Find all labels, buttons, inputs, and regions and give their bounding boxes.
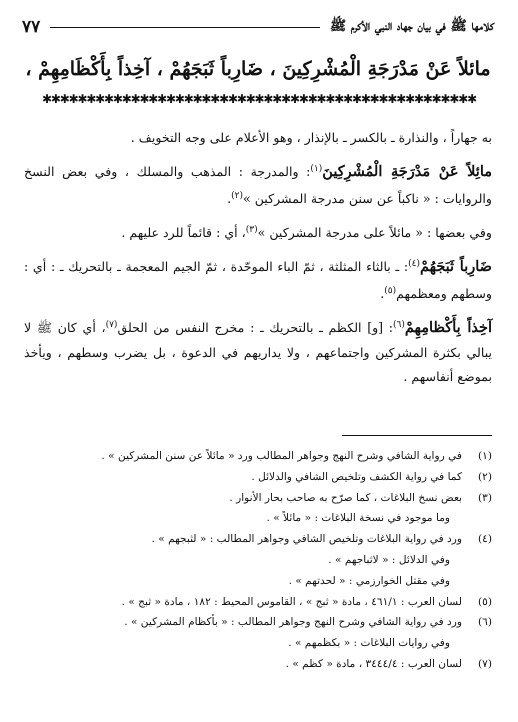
footnote-number: (٤) — [478, 533, 492, 546]
footnote-number: (٢) — [478, 470, 492, 483]
footnote-ref: (٢) — [231, 191, 243, 202]
footnote — [24, 467, 492, 488]
footnote-number: (١) — [478, 450, 492, 462]
paragraph-4-end: . — [380, 286, 385, 302]
footnote-number: (٦) — [478, 616, 492, 629]
footnote-text: وفي مقتل الخوارزمي : « لحدتهم » . — [288, 574, 450, 587]
footnote — [24, 529, 492, 550]
paragraph-4 — [24, 252, 492, 307]
footnote-text: وما موجود في نسخة البلاغات : « مائلاً » . — [266, 512, 450, 525]
footnote-separator — [342, 435, 492, 436]
footnote — [24, 592, 492, 613]
footnote-text: في رواية الشافي وشرح النهج وجواهر المطالب ورد « مائلاً عن سنن المشركين » . — [101, 450, 462, 462]
section-heading: مائلاً عَنْ مَدْرَجَةِ الْمُشْرِكِينَ ، ضَارِباً ثَبَجَهُمْ ، آخِذاً بِأَكْظَامِهِمْ ، — [25, 58, 491, 80]
paragraph-2 — [24, 157, 492, 212]
paragraph-3 — [24, 218, 492, 246]
footnote-ref: (٤) — [408, 258, 420, 269]
footnote-number: (٥) — [478, 595, 492, 608]
footnote-text: ورد في رواية البلاغات وتلخيص الشافي وجواهر المطالب : « لثبجهم » . — [151, 533, 462, 546]
keyword-akzam: آخِذاً بِأَكْظامِهِمْ — [404, 319, 492, 337]
star-divider: ✱✱✱✱✱✱✱✱✱✱✱✱✱✱✱✱✱✱✱✱✱✱✱✱✱✱✱✱✱✱✱✱✱✱✱✱✱✱✱✱✱✱✱✱✱✱✱✱✱ — [42, 92, 476, 106]
paragraph-5-end: ، أي كان ﷺ لا يبالي بكثرة المشركين واجتماعهم ، ولا يداريهم في الدعوة ، بل يضرب وسطهم ، ويأخذ بموضع أنفاسهم . — [24, 320, 492, 385]
footnote-ref: (٧) — [105, 319, 118, 330]
page-number: ٧٧ — [22, 17, 41, 37]
footnote-ref: (٣) — [245, 224, 258, 235]
footnote-text: كما في رواية الكشف وتلخيص الشافي والدلائل . — [251, 470, 462, 483]
footnote-continuation — [24, 571, 492, 592]
paragraph-3-end: ، أي : قائماً للرد عليهم . — [121, 225, 246, 241]
footnote-text: لسان العرب : ٣٤٤٤/٤ ، مادة « كظم » . — [285, 657, 462, 670]
footnote-text: ورد في رواية الشافي وشرح النهج وجواهر المطالب : « بأكظام المشركين » . — [124, 616, 462, 629]
footnote — [24, 488, 492, 509]
paragraph-1: به جهاراً ، والنذارة ـ بالكسر ـ بالإنذار ، وهو الأعلام على وجه التخويف . — [130, 130, 492, 145]
footnote-number: (٧) — [478, 657, 492, 670]
footnote-continuation — [24, 633, 492, 654]
body-text — [24, 126, 492, 396]
paragraph-3-text: وفي بعضها : « مائلاً على مدرجة المشركين » — [257, 225, 492, 241]
paragraph-4-text: : ـ بالثاء المثلثة ، ثمّ الباء الموحّدة ، ثمّ الجيم المعجمة ـ بالتحريك ـ : أي : وسطهم ومعظمهم — [24, 258, 492, 302]
footnotes — [24, 446, 492, 675]
footnote — [24, 612, 492, 633]
paragraph-2-text: : والمدرجة : المذهب والمسلك ، وفي بعض النسخ والروايات : « ناكباً عن سنن مدرجة المشركين » — [24, 163, 492, 207]
footnote — [24, 654, 492, 675]
header-rule — [50, 27, 320, 28]
paragraph-5-text: : [و] الكظم ـ بالتحريك ـ : مخرج النفس من الحلق — [117, 320, 394, 336]
keyword-madraja: مائِلاً عَنْ مَدْرَجَةِ الْمُشْرِكِينَ — [322, 162, 492, 180]
footnote-continuation — [24, 508, 492, 529]
paragraph-5 — [24, 313, 492, 390]
footnote-text: وفي الدلائل : « لاثباجهم » . — [328, 553, 450, 566]
footnote-continuation — [24, 550, 492, 571]
paragraph-2-end: . — [227, 191, 232, 207]
footnote-ref: (٦) — [393, 319, 405, 330]
footnote-text: وفي روايات البلاغات : « بكظمهم » . — [288, 637, 450, 650]
footnote-number: (٣) — [478, 491, 492, 504]
footnote-ref: (١) — [310, 163, 323, 174]
running-header — [22, 14, 494, 40]
footnote-text: لسان العرب : ٤٦١/١ ، مادة « ثبج » ، القاموس المحيط : ١٨٢ ، مادة « ثبج » . — [121, 595, 462, 608]
footnote-ref: (٥) — [384, 286, 397, 297]
running-header-title: كلامها ﷺ في بيان جهاد النبي الأكرم ﷺ — [329, 18, 494, 34]
footnote-text: بعض نسخ البلاغات ، كما صرّح به صاحب بحار الأنوار . — [229, 491, 462, 504]
keyword-thabaj: ضَارِباً ثَبَجَهُمْ — [419, 257, 492, 275]
footnote — [24, 446, 492, 467]
